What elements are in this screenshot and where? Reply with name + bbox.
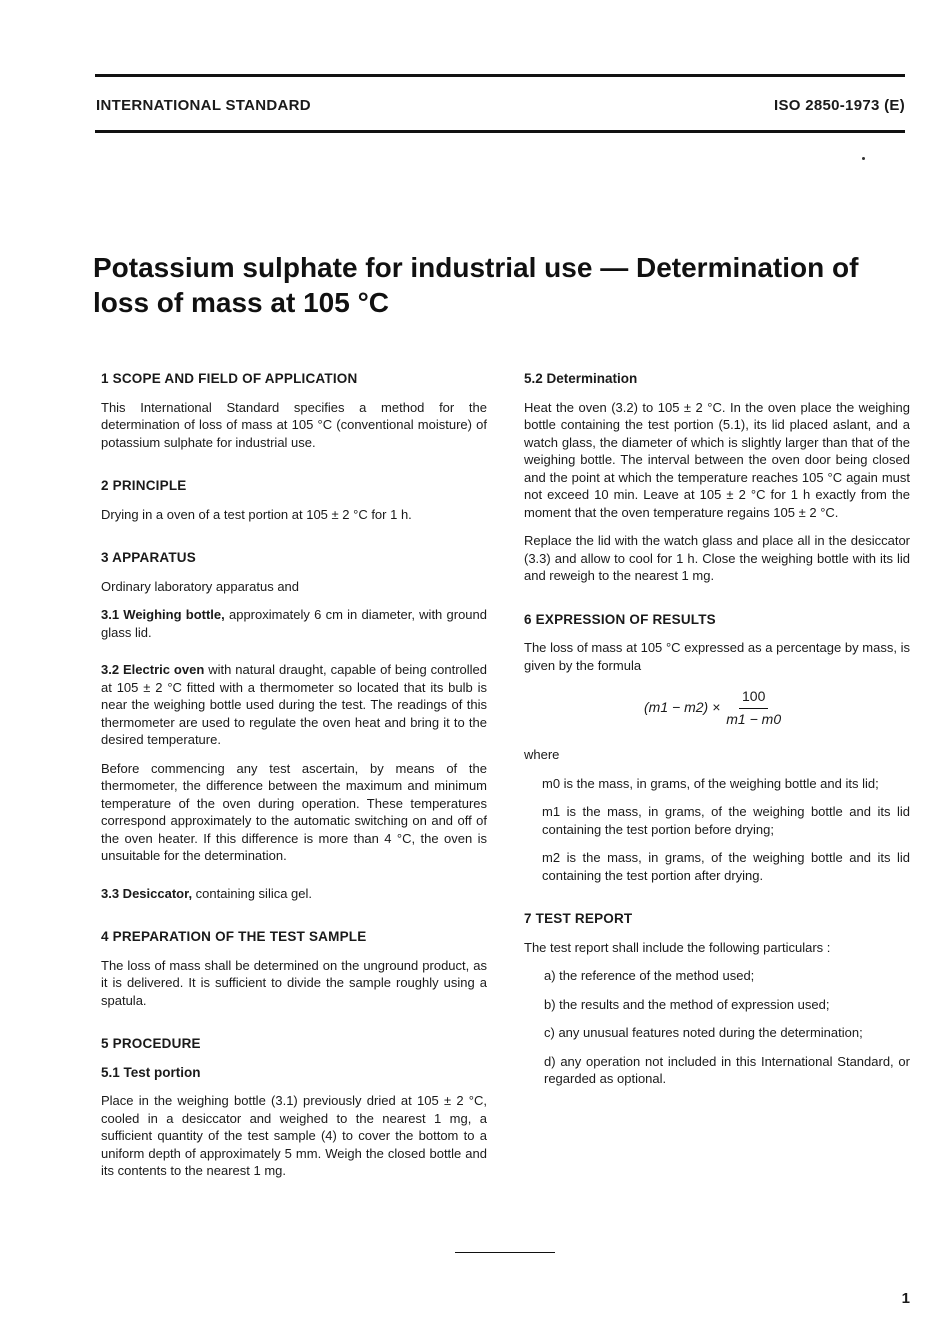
scan-dot	[862, 157, 865, 160]
section-preparation	[101, 928, 487, 1009]
page-number: 1	[901, 1290, 910, 1307]
clause-text: containing silica gel.	[192, 885, 313, 901]
symbol-definitions	[524, 775, 910, 885]
section-heading: 3 APPARATUS	[101, 550, 196, 565]
header-top-rule	[95, 74, 905, 77]
subsection-heading: 5.1 Test portion	[101, 1064, 201, 1080]
standard-number: ISO 2850-1973 (E)	[773, 97, 905, 114]
definition-m2: m2 is the mass, in grams, of the weighing bottle and its lid containing the test portion after drying.	[542, 850, 910, 883]
standard-label: INTERNATIONAL STANDARD	[96, 97, 311, 114]
subsection-heading: 5.2 Determination	[524, 371, 638, 386]
section-expression	[524, 611, 910, 885]
definition-m0: m0 is the mass, in grams, of the weighing bottle and its lid;	[542, 775, 879, 791]
section-test-report	[524, 910, 910, 1088]
section-heading: 6 EXPRESSION OF RESULTS	[524, 611, 716, 627]
document-title: Potassium sulphate for industrial use — Determination of loss of mass at 105 °C	[93, 252, 859, 318]
section-text: This International Standard specifies a method for the determination of loss of mass at 105 °C (conventional moisture) of potassium sulphate for industrial use.	[101, 399, 487, 450]
list-item: b) the results and the method of expression used;	[544, 996, 830, 1012]
formula-numerator: 100	[739, 688, 768, 709]
loss-formula	[644, 688, 910, 728]
clause-3-3	[101, 885, 487, 903]
clause-label: 3.1 Weighing bottle,	[101, 607, 225, 622]
section-text: Ordinary laboratory apparatus and	[101, 578, 300, 594]
where-label: where	[524, 747, 560, 762]
subsection-text: Heat the oven (3.2) to 105 ± 2 °C. In the oven place the weighing bottle containing the test portion (5.1), its lid placed aslant, and a watch glass, the diameter of which is slightly larger than that of the weighing bottle. The interval between the oven door being closed and the point at which the temperature reaches 105 °C again must not exceed 10 min. Leave at 105 ± 2 °C for 1 h exactly from the moment that the oven temperature regains 105 ± 2 °C.	[524, 399, 910, 520]
footnote-rule	[455, 1252, 555, 1253]
clause-text: approximately 6 cm in diameter, with ground glass lid.	[101, 607, 487, 640]
section-text: The loss of mass shall be determined on the unground product, as it is delivered. It is sufficient to divide the sample roughly using a spatula.	[101, 957, 487, 1008]
formula-fraction	[726, 688, 781, 728]
list-item: a) the reference of the method used;	[544, 968, 755, 983]
left-column	[101, 370, 487, 1206]
list-item: c) any unusual features noted during the determination;	[544, 1025, 863, 1040]
section-scope	[101, 370, 487, 451]
section-heading: 7 TEST REPORT	[524, 911, 633, 926]
definition-m1: m1 is the mass, in grams, of the weighing bottle and its lid containing the test portion before drying;	[542, 804, 910, 837]
clause-label: 3.3 Desiccator,	[101, 885, 193, 901]
clause-text: with natural draught, capable of being controlled at 105 ± 2 °C fitted with a thermometer so located that its bulb is near the weighing bottle used during the test. The readings of this thermometer are used to regulate the oven heat and bring it to the desired temperature.	[101, 662, 487, 747]
section-heading: 1 SCOPE AND FIELD OF APPLICATION	[101, 371, 358, 386]
report-items	[524, 967, 910, 1088]
subsection-text: Place in the weighing bottle (3.1) previously dried at 105 ± 2 °C, cooled in a desiccator and weighed to the nearest 1 mg, a sufficient quantity of the test sample (4) to cover the bottom to a uniform depth of approximately 5 mm. Weigh the closed bottle and its contents to the nearest 1 mg.	[101, 1093, 487, 1178]
section-principle	[101, 477, 487, 523]
section-text: Drying in a oven of a test portion at 105 ± 2 °C for 1 h.	[101, 506, 412, 522]
formula-left: (m1 − m2) ×	[644, 699, 721, 716]
section-procedure	[101, 1035, 487, 1180]
section-text: The test report shall include the following particulars :	[524, 939, 831, 955]
right-column	[524, 370, 910, 1114]
section-text: The loss of mass at 105 °C expressed as a percentage by mass, is given by the formula	[524, 640, 910, 673]
list-item: d) any operation not included in this International Standard, or regarded as optional.	[544, 1053, 910, 1086]
section-heading: 2 PRINCIPLE	[101, 478, 187, 493]
section-determination	[524, 370, 910, 585]
clause-3-2-note: Before commencing any test ascertain, by means of the thermometer, the difference between the maximum and minimum temperature of the oven during operation. These temperatures correspond approximately to the automatic switching on and off of the oven heater. If this difference is more than 4 °C, the oven is unsuitable for the determination.	[101, 760, 487, 863]
clause-label: 3.2 Electric oven	[101, 662, 205, 677]
section-apparatus	[101, 549, 487, 902]
clause-3-2	[101, 661, 487, 749]
clause-3-1	[101, 606, 487, 641]
section-heading: 5 PROCEDURE	[101, 1036, 201, 1051]
subsection-text: Replace the lid with the watch glass and place all in the desiccator (3.3) and allow to cool for 1 h. Close the weighing bottle with its lid and reweigh to the nearest 1 mg.	[524, 533, 910, 583]
header-bottom-rule	[95, 130, 905, 133]
formula-denominator: m1 − m0	[726, 710, 782, 727]
section-heading: 4 PREPARATION OF THE TEST SAMPLE	[101, 929, 367, 944]
